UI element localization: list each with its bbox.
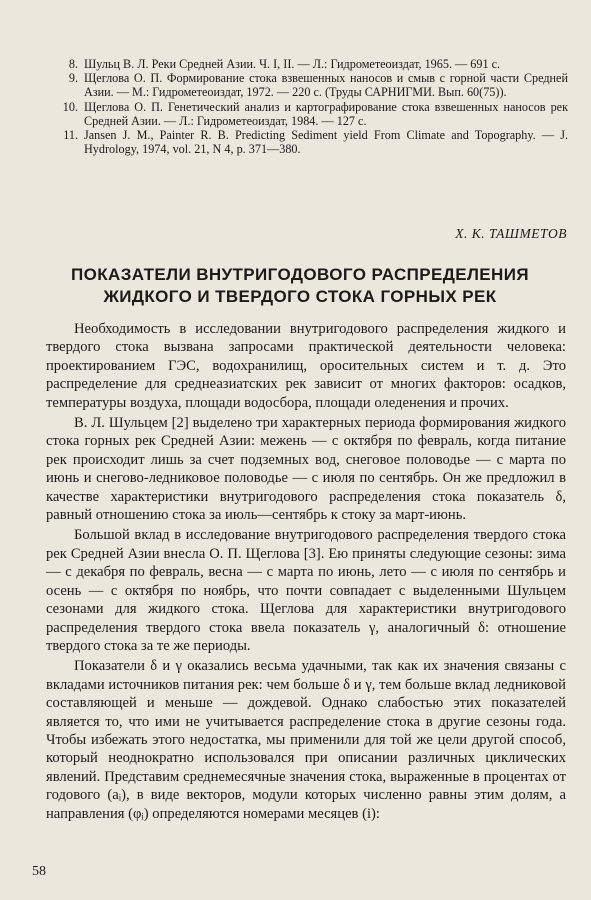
reference-number: 11. <box>63 128 78 143</box>
reference-text: Щеглова О. П. Генетический анализ и картографирование стока взвешенных наносов рек Средней Азии. — Л.: Гидрометеоиздат, 1984. — 127 с. <box>84 99 568 128</box>
body-paragraph: В. Л. Шульцем [2] выделено три характерных периода формирования жидкого стока горных рек Средней Азии: межень — с октября по февраль, когда питание рек происходит лишь за счет подземных вод, снеговое половодье — с марта по июнь и снегово-ледниковое половодье — с июля по сентябрь. Он же предложил в качестве характеристики внутригодового распределения стока показатель δ, равный отношению стока за июль—сентябрь к стоку за март-июнь. <box>46 415 566 524</box>
reference-item <box>52 100 568 128</box>
article-title <box>40 264 560 308</box>
reference-number: 8. <box>68 57 78 71</box>
reference-text: Jansen J. M., Painter R. B. Predicting Sediment yield From Climate and Topography. — J. Hydrology, 1974, vol. 21, N 4, p. 371—380. <box>84 128 568 157</box>
article-body <box>46 320 566 823</box>
page-number: 58 <box>32 864 46 879</box>
reference-item <box>52 128 568 156</box>
article-title-line: ПОКАЗАТЕЛИ ВНУТРИГОДОВОГО РАСПРЕДЕЛЕНИЯ <box>71 265 529 284</box>
body-paragraph: Необходимость в исследовании внутригодового распределения жидкого и твердого стока вызвана запросами практической деятельности человека: проектированием ГЭС, водохранилищ, оросительных систем и т. д. Это распределение для среднеазиатских рек зависит от многих факторов: осадков, температуры воздуха, площади водосбора, площади оледенения и прочих. <box>46 321 566 411</box>
reference-text: Щеглова О. П. Формирование стока взвешенных наносов и смыв с горной части Средней Азии. — М.: Гидрометеоиздат, 1972. — 220 с. (Труды САРНИГМИ. Вып. 60(75)). <box>84 71 568 100</box>
reference-list <box>52 57 568 156</box>
reference-item <box>52 71 568 99</box>
body-paragraph: Показатели δ и γ оказались весьма удачными, так как их значения связаны с вкладами источников питания рек: чем больше δ и γ, тем больше вклад ледниковой составляющей и меньше — дождевой. Однако слабостью этих показателей является то, что ими не учитывается распределение стока в другие сезоны года. Чтобы избежать этого недостатка, мы применили для той же цели другой способ, который неоднократно использовался при описании различных циклических явлений. Представим среднемесячные значения стока, выраженные в процентах от годового (aᵢ), в виде векторов, модули которых численно равны этим долям, а направления (φᵢ) определяются номерами месяцев (i): <box>46 658 566 822</box>
reference-number: 10. <box>62 99 78 114</box>
reference-item <box>52 57 568 71</box>
article-title-line: ЖИДКОГО И ТВЕРДОГО СТОКА ГОРНЫХ РЕК <box>103 287 497 306</box>
reference-text: Шульц В. Л. Реки Средней Азии. Ч. I, II. — Л.: Гидрометеоиздат, 1965. — 691 с. <box>84 57 501 71</box>
body-paragraph: Большой вклад в исследование внутригодового распределения твердого стока рек Средней Азии внесла О. П. Щеглова [3]. Ею приняты следующие сезоны: зима — с декабря по февраль, весна — с марта по июнь, лето — с июля по сентябрь и осень — с октября по ноябрь, что почти совпадает с выделенными Шульцем сезонами для жидкого стока. Щеглова для характеристики внутригодового распределения твердого стока ввела показатель γ, аналогичный δ: отношение твердого стока за те же периоды. <box>46 527 566 654</box>
reference-number: 9. <box>68 71 78 86</box>
article-author: Х. К. ТАШМЕТОВ <box>455 226 567 241</box>
